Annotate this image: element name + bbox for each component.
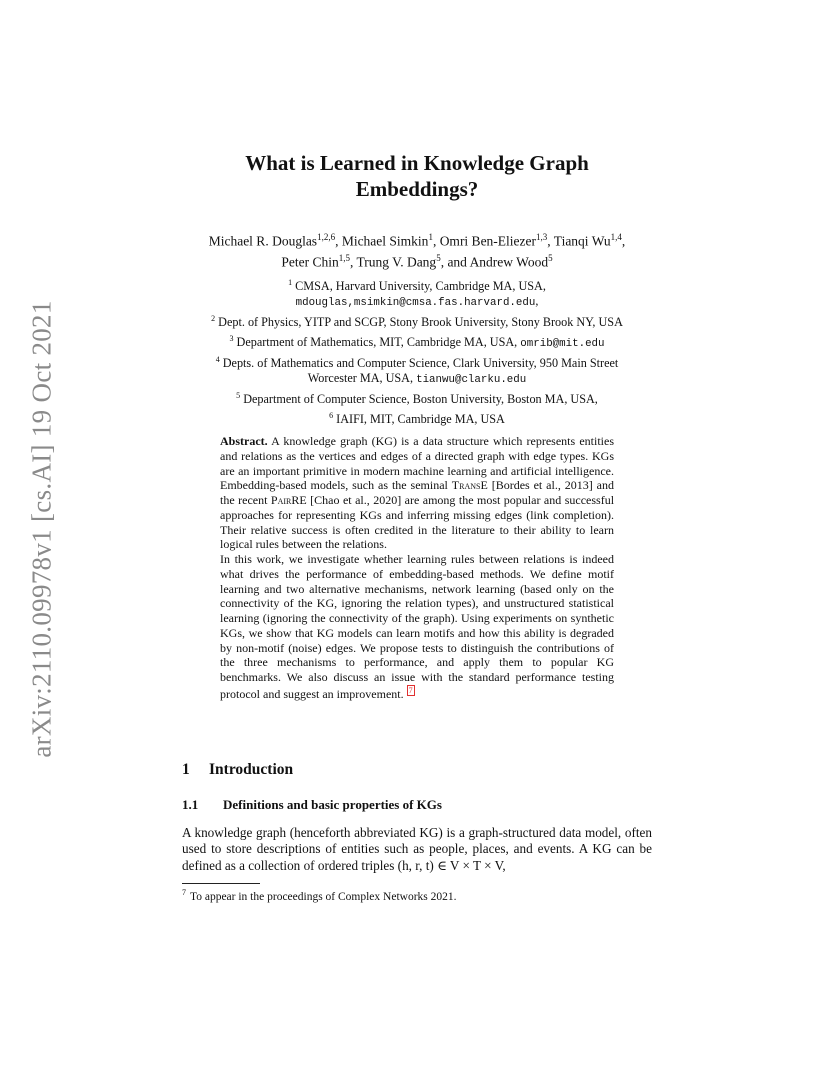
author-name: Trung V. Dang — [356, 254, 437, 269]
author-affil-sup: 5 — [548, 252, 553, 263]
title-line-1: What is Learned in Knowledge Graph — [245, 151, 589, 175]
affiliation-1: $^1$ CMSA, Harvard University, Cambridge MA, USA, — [288, 278, 546, 294]
abstract — [220, 434, 614, 702]
affiliation-5: $^5$ Department of Computer Science, Boston University, Boston MA, USA, — [236, 391, 598, 407]
footnote-rule — [182, 883, 260, 884]
footnote-link[interactable]: 7 — [408, 685, 413, 695]
author-line-2: Peter Chin$^{1,5}$, Trung V. Dang$^5$, and Andrew Wood$^5$ — [281, 252, 553, 269]
author-affil-sup: 1 — [428, 232, 433, 242]
author-name: Peter Chin — [281, 254, 339, 269]
body-paragraph: A knowledge graph (henceforth abbreviated KG) is a graph-structured data model, often used to store descriptions of entities such as people, places, and events. A KG can be defined as a collection of ordered triples (h, r, t) ∈ V × T × V, — [182, 825, 652, 873]
footnote: $^7$ To appear in the proceedings of Complex Networks 2021. — [182, 888, 457, 903]
section-heading: 1 Introduction — [182, 761, 294, 778]
author-affil-sup: 1,5 — [338, 252, 351, 263]
author-name: Michael R. Douglas — [208, 233, 318, 249]
affiliation-4-cont: Worcester MA, USA, tianwu@clarku.edu — [307, 371, 527, 387]
paper-title — [150, 150, 684, 202]
author-name: Andrew Wood — [469, 254, 549, 269]
affiliations — [160, 275, 674, 427]
abstract-paragraph-2: In this work, we investigate whether learning rules between relations is indeed what drives the performance of embedding-based methods. We define motif learning and two alternative mechanisms, network learning (based only on the connectivity of the KG, ignoring the relation types), and unstructured statistical learning (ignoring the connectivity of the graph). Using experiments on synthetic KGs, we show that KG models can learn motifs and how this ability is degraded by non-motif (noise) edges. We propose tests to distinguish the contributions of the three mechanisms to performance, and apply them to popular KG benchmarks. We also discuss an issue with the standard performance testing protocol and suggest an improvement. 7 — [220, 552, 614, 701]
abstract-paragraph-1: Abstract. A knowledge graph (KG) is a data structure which represents entities and relations as the vertices and edges of a directed graph with edge types. KGs are an important primitive in modern machine learning and artificial intelligence. Embedding-based models, such as the seminal TransE [Bordes et al., 2013] and the recent PairRE [Chao et al., 2020] are among the most popular and successful approaches for representing KGs and inferring missing edges (link completion). Their relative success is often credited in the literature to their ability to learn logical rules between the relations. — [220, 434, 615, 552]
transe-name: TransE — [451, 478, 488, 493]
email-link[interactable]: omrib@mit.edu — [520, 337, 605, 350]
author-affil-sup: 1,4 — [610, 232, 622, 242]
author-affil-sup: 1,3 — [536, 232, 548, 242]
author-name: Michael Simkin — [341, 233, 429, 249]
affiliation-4: $^4$ Depts. of Mathematics and Computer Science, Clark University, 950 Main Street — [215, 355, 619, 371]
affiliation-6: $^6$ IAIFI, MIT, Cambridge MA, USA — [329, 410, 505, 426]
subsection-heading: 1.1 Definitions and basic properties of KGs — [182, 797, 442, 812]
affiliation-2: $^2$ Dept. of Physics, YITP and SCGP, Stony Brook University, Stony Brook NY, USA — [211, 314, 623, 330]
author-name: Omri Ben-Eliezer — [439, 233, 537, 249]
affiliation-1-email: mdouglas,msimkin@cmsa.fas.harvard.edu, — [295, 294, 539, 310]
author-name: Tianqi Wu — [553, 233, 611, 249]
affiliation-3: $^3$ Department of Mathematics, MIT, Cambridge MA, USA, omrib@mit.edu — [229, 333, 605, 350]
title-line-2: Embeddings? — [355, 177, 479, 201]
abstract-label: Abstract. — [220, 434, 268, 448]
pairre-name: PairRE — [270, 493, 307, 507]
author-line-1: Michael R. Douglas$^{1,2,6}$, Michael Simkin$^1$, Omri Ben-Eliezer$^{1,3}$, Tianqi Wu$^{1,4}$, — [208, 232, 626, 249]
arxiv-identifier-stamp: arXiv:2110.09978v1 [cs.AI] 19 Oct 2021 — [26, 300, 57, 758]
author-list — [160, 229, 674, 270]
email-link[interactable]: tianwu@clarku.edu — [416, 374, 527, 387]
author-affil-sup: 5 — [436, 252, 441, 263]
author-affil-sup: 1,2,6 — [317, 232, 336, 242]
email-link[interactable]: mdouglas,msimkin@cmsa.fas.harvard.edu — [295, 297, 536, 310]
